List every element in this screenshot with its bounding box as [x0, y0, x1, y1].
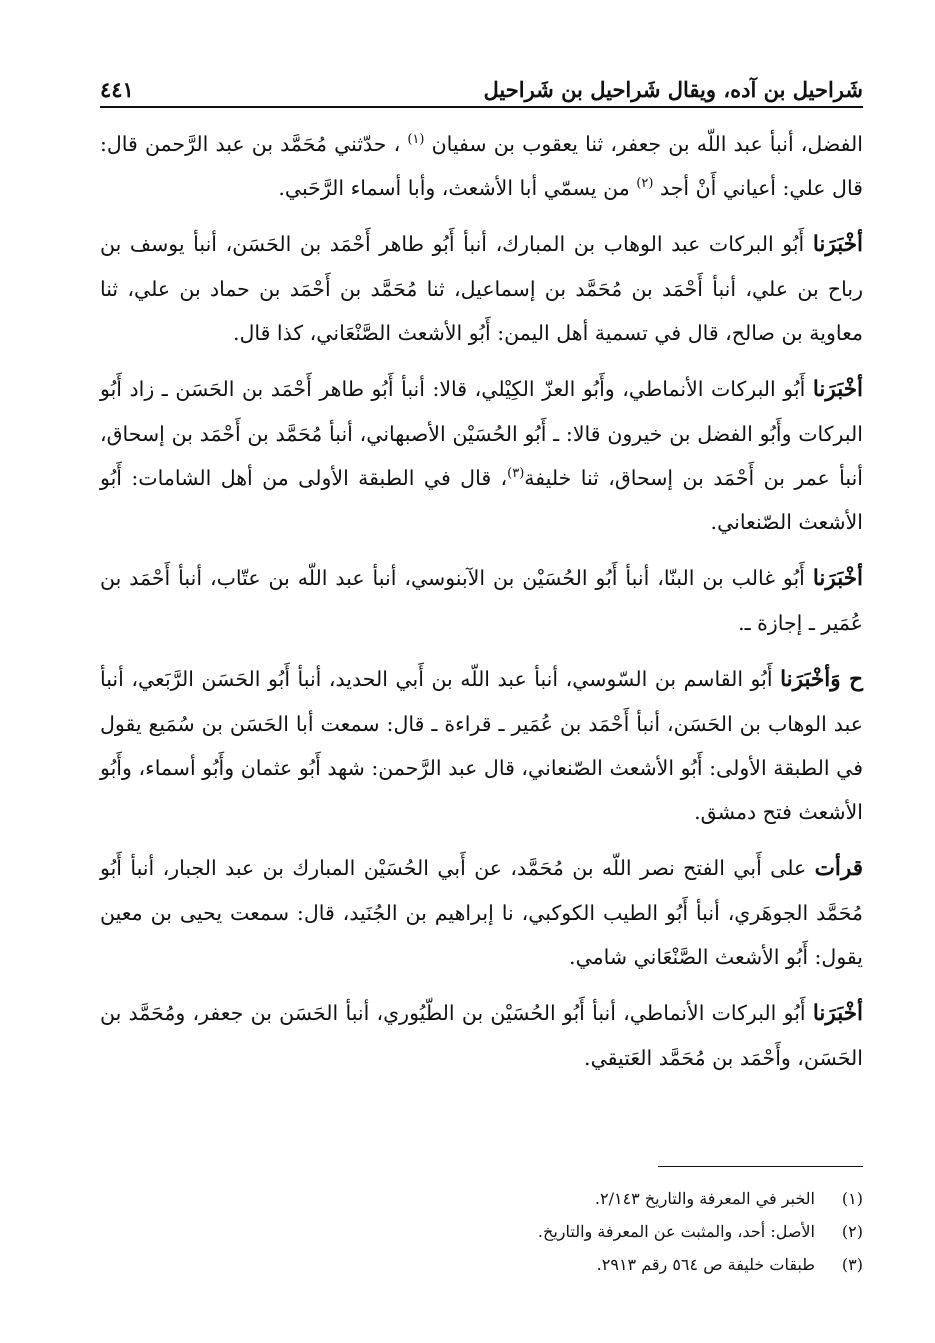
footnote-3: [100, 1248, 863, 1281]
footnote-number: (٣): [841, 1255, 863, 1274]
footnote-1: [100, 1182, 863, 1215]
paragraph-text: من يسمّي أبا الأشعث، وأبا أسماء الرَّحَبي.: [278, 176, 630, 200]
paragraph-text: أَبُو غالب بن البنّا، أنبأ أَبُو الحُسَيْن بن الآبنوسي، أنبأ عبد اللّه بن عتّاب، أنبأ أَحْمَد بن عُمَير ـ إجازة ـ.: [100, 566, 863, 635]
paragraph-3: [100, 367, 863, 544]
footnote-divider: [658, 1166, 863, 1167]
footnote-ref-1: (١): [407, 132, 425, 148]
footnote-ref-2: (٢): [636, 176, 654, 192]
paragraph-lead: أخْبَرَنا: [812, 377, 863, 402]
paragraph-1: [100, 122, 863, 210]
footnote-number: (١): [841, 1189, 863, 1208]
paragraph-4: [100, 556, 863, 645]
footnote-number: (٢): [841, 1222, 863, 1241]
paragraph-2: [100, 222, 863, 355]
paragraph-text: ، قال في الطبقة الأولى من أهل الشامات: أَبُو الأشعث الصّنعاني.: [100, 466, 863, 534]
paragraph-6: [100, 846, 863, 979]
footnote-text: طبقات خليفة ص ٥٦٤ رقم ٢٩١٣.: [596, 1255, 815, 1274]
paragraph-lead: ح وَأخْبَرَنا: [780, 667, 863, 692]
paragraph-lead: قرأت: [814, 856, 863, 881]
page-number: ٤٤١: [100, 77, 134, 102]
footnote-text: الخبر في المعرفة والتاريخ ٢/١٤٣.: [594, 1189, 815, 1208]
page-header: [100, 62, 863, 108]
paragraph-text: أَبُو البركات الأنماطي، أنبأ أَبُو الحُسَيْن بن الطّيُوري، أنبأ الحَسَن بن جعفر، ومُحَمَّد بن الحَسَن، وأَحْمَد بن مُحَمَّد العَتيقي.: [100, 1001, 863, 1070]
footnotes: [100, 1182, 863, 1281]
paragraph-text: أَبُو القاسم بن السّوسي، أنبأ عبد اللّه بن أَبي الحديد، أنبأ أَبُو الحَسَن الرَّبَعي، أنبأ عبد الوهاب بن الحَسَن، أنبأ أَحْمَد بن عُمَير ـ قراءة ـ قال: سمعت أبا الحَسَن بن سُمَيع يقول في الطبقة الأولى: أَبُو الأشعث الصّنعاني، قال عبد الرَّحمن: شهد أَبُو عثمان وأَبُو أسماء، وأَبُو الأشعث فتح دمشق.: [100, 667, 863, 824]
paragraph-lead: أخْبَرَنا: [812, 1001, 863, 1026]
footnote-ref-3: (٣): [507, 466, 525, 482]
paragraph-7: [100, 991, 863, 1080]
paragraph-text: أَبُو البركات عبد الوهاب بن المبارك، أنبأ أَبُو طاهر أَحْمَد بن الحَسَن، أنبأ يوسف بن رباح بن علي، أنبأ أَحْمَد بن مُحَمَّد بن إسماعيل، ثنا مُحَمَّد بن أَحْمَد بن حماد بن علي، ثنا معاوية بن صالح، قال في تسمية أهل اليمن: أَبُو الأشعث الصَّنْعَاني، كذا قال.: [100, 232, 863, 345]
paragraph-lead: أخْبَرَنا: [812, 232, 863, 257]
running-title: شَراحيل بن آده، ويقال شَراحيل بن شَراحيل: [483, 77, 863, 102]
paragraph-lead: أخْبَرَنا: [812, 566, 863, 591]
footnote-2: [100, 1215, 863, 1248]
main-text: [100, 122, 863, 1092]
paragraph-5: [100, 657, 863, 834]
footnote-text: الأصل: أحد، والمثبت عن المعرفة والتاريخ.: [537, 1222, 815, 1241]
paragraph-text: ، حدّثني مُحَمَّد بن عبد الرَّحمن قال: قال علي: أعياني أَنْ أجد: [100, 132, 863, 200]
paragraph-text: الفضل، أنبأ عبد اللّه بن جعفر، ثنا يعقوب بن سفيان: [431, 132, 863, 156]
paragraph-text: أَبُو البركات الأنماطي، وأَبُو العزّ الكِيْلي، قالا: أنبأ أَبُو طاهر أَحْمَد بن الحَسَن ـ زاد أَبُو البركات وأَبُو الفضل بن خيرون قالا: ـ أَبُو الحُسَيْن الأصبهاني، أنبأ مُحَمَّد بن أَحْمَد بن إسحاق، أنبأ عمر بن أَحْمَد بن إسحاق، ثنا خليفة: [100, 377, 863, 490]
paragraph-text: على أَبي الفتح نصر اللّه بن مُحَمَّد، عن أَبي الحُسَيْن المبارك بن عبد الجبار، أنبأ أَبُو مُحَمَّد الجوهَري، أنبأ أَبُو الطيب الكوكبي، نا إبراهيم بن الجُنَيد، قال: سمعت يحيى بن معين يقول: أَبُو الأشعث الصَّنْعَاني شامي.: [100, 856, 863, 969]
